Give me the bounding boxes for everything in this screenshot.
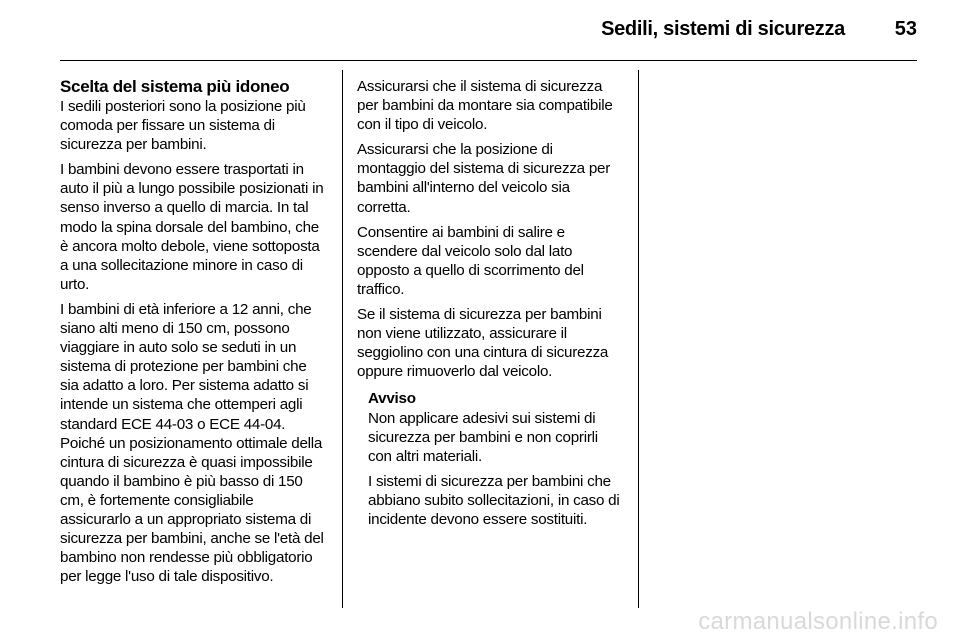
- column-divider-left: [342, 70, 343, 608]
- watermark: carmanualsonline.info: [698, 608, 938, 635]
- notice-paragraph-replace: I sistemi di sicurezza per bambini che abbiano subito sollecitazioni, in caso di incidente devono essere sostituiti.: [368, 472, 620, 528]
- paragraph-compatibility: Assicurarsi che il sistema di sicurezza per bambini da montare sia compatibile con il tipo di veicolo.: [357, 78, 613, 134]
- notice-paragraph-stickers: Non applicare adesivi sui sistemi di sicurezza per bambini e non coprirli con altri materiali.: [368, 409, 598, 465]
- notice-box: [368, 389, 623, 529]
- paragraph-unused-seat: Se il sistema di sicurezza per bambini non viene utilizzato, assicurare il seggiolino con una cintura di sicurezza oppure rimuoverlo dal veicolo.: [357, 306, 609, 381]
- left-column: [60, 77, 328, 592]
- paragraph-traffic-side: Consentire ai bambini di salire e scendere dal veicolo solo dal lato opposto a quello di scorrimento del traffico.: [357, 223, 584, 298]
- notice-title: Avviso: [368, 390, 416, 408]
- page-header: [60, 14, 917, 61]
- paragraph-rear-facing: I bambini devono essere trasportati in auto il più a lungo possibile posizionati in senso inverso a quello di marcia. In tal modo la spina dorsale del bambino, che è ancora molto debole, viene sottoposta a una sollecitazione minore in caso di urto.: [60, 161, 324, 293]
- column-divider-right: [638, 70, 639, 608]
- paragraph-age-height: I bambini di età inferiore a 12 anni, che siano alti meno di 150 cm, possono viaggiare in auto solo se seduti in un sistema di protezione per bambini che sia adatto a loro. Per sistema adatto si intende un sistema che ottemperi agli standard ECE 44-03 o ECE 44-04. Poiché un posizionamento ottimale della cintura di sicurezza è quasi impossibile quando il bambino è più basso di 150 cm, è fortemente consigliabile assicurarlo a un appropriato sistema di sicurezza per bambini, anche se l'età del bambino non rendesse più obbligatorio per legge l'uso di tale dispositivo.: [60, 300, 324, 586]
- section-heading: Scelta del sistema più idoneo: [60, 77, 290, 96]
- page-title: Sedili, sistemi di sicurezza: [601, 18, 845, 40]
- page-number: 53: [894, 18, 917, 40]
- paragraph-rear-seats: I sedili posteriori sono la posizione più comoda per fissare un sistema di sicurezza per bambini.: [60, 98, 306, 154]
- paragraph-mounting-position: Assicurarsi che la posizione di montaggio del sistema di sicurezza per bambini all'interno del veicolo sia corretta.: [357, 141, 611, 216]
- middle-column: [357, 77, 623, 535]
